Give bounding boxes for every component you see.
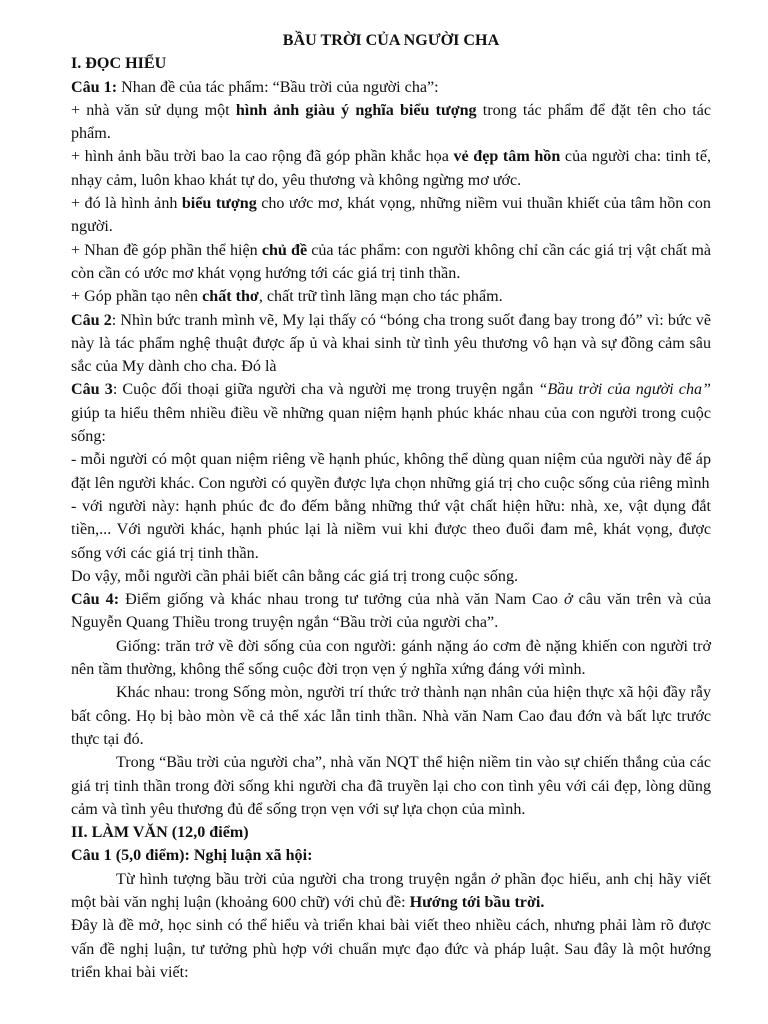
question-3-label: Câu 3 — [71, 381, 113, 399]
question-1-point-1: + nhà văn sử dụng một hình ảnh giàu ý nghĩa biểu tượng trong tác phẩm để đặt tên cho tác phẩm. — [71, 101, 711, 143]
question-3-point-2: - với người này: hạnh phúc đc đo đếm bằng những thứ vật chất hiện hữu: nhà, xe, vật dụng đắt tiền,... Với người khác, hạnh phúc lại là niềm vui khi được theo đuổi đam mê, khát vọng, được sống với các giá trị tinh thần. — [71, 497, 711, 562]
document-title: BẦU TRỜI CỦA NGƯỜI CHA — [282, 32, 500, 49]
question-4: Câu 4: Điểm giống và khác nhau trong tư tưởng của nhà văn Nam Cao ở câu văn trên và của Nguyễn Quang Thiều trong truyện ngắn “Bầu trời của người cha”. — [71, 591, 711, 632]
question-2-label: Câu 2 — [71, 311, 112, 329]
writing-question-1-prompt: Từ hình tượng bầu trời của người cha trong truyện ngắn ở phần đọc hiểu, anh chị hãy viết một bài văn nghị luận (khoảng 600 chữ) với chủ đề: Hướng tới bầu trời. — [71, 870, 712, 911]
question-2: Câu 2: Nhìn bức tranh mình vẽ, My lại thấy có “bóng cha trong suốt đang bay trong đó” vì: bức vẽ này là tác phẩm nghệ thuật được ấp ủ và khai sinh từ tình yêu thương vô hạn và sự đồng cảm sâu sắc của My dành cho cha. Đó là — [71, 311, 712, 376]
question-4-difference: Khác nhau: trong Sống mòn, người trí thức trở thành nạn nhân của hiện thực xã hội đầy rẫy bất công. Họ bị bào mòn về cả thể xác lẫn tinh thần. Nhà văn Nam Cao đau đớn và bất lực trước thực tại đó. — [71, 684, 711, 748]
question-3-conclusion: Do vậy, mỗi người cần phải biết cân bằng các giá trị trong cuộc sống. — [71, 567, 519, 585]
question-1-point-3: + đó là hình ảnh biểu tượng cho ước mơ, khát vọng, những niềm vui thuần khiết của tâm hồn con người. — [71, 195, 711, 236]
question-1-intro: Câu 1: Nhan đề của tác phẩm: “Bầu trời của người cha”: — [71, 78, 439, 96]
writing-question-1-heading: Câu 1 (5,0 điểm): Nghị luận xã hội: — [71, 847, 313, 865]
question-4-label: Câu 4: — [71, 591, 120, 609]
section-heading-lam-van: II. LÀM VĂN (12,0 điểm) — [71, 824, 249, 842]
writing-guide: Đây là đề mở, học sinh có thể hiểu và triển khai bài viết theo nhiều cách, nhưng phải làm rõ được vấn đề nghị luận, tư tưởng phù hợp với chuẩn mực đạo đức và pháp luật. Sau đây là một hướng triển khai bài viết: — [71, 917, 711, 981]
question-1-point-5: + Góp phần tạo nên chất thơ, chất trữ tình lãng mạn cho tác phẩm. — [71, 288, 503, 306]
writing-topic: Hướng tới bầu trời. — [409, 893, 545, 911]
question-3-point-1: - mỗi người có một quan niệm riêng về hạnh phúc, không thể dùng quan niệm của người này để áp đặt lên người khác. Con người có quyền được lựa chọn những giá trị cho cuộc sống của riêng mình — [71, 451, 711, 492]
question-1-label: Câu 1: — [71, 78, 118, 96]
section-heading-doc-hieu: I. ĐỌC HIỂU — [71, 55, 167, 73]
question-3: Câu 3: Cuộc đối thoại giữa người cha và người mẹ trong truyện ngắn “Bầu trời của người cha” giúp ta hiểu thêm nhiều điều về những quan niệm hạnh phúc khác nhau của con người trong cuộc sống: — [71, 381, 711, 446]
question-1-point-2: + hình ảnh bầu trời bao la cao rộng đã góp phần khắc họa vẻ đẹp tâm hồn của người cha: tinh tế, nhạy cảm, luôn khao khát tự do, yêu thương và không ngừng mơ ước. — [71, 148, 711, 189]
question-1-point-4: + Nhan đề góp phần thể hiện chủ đề của tác phẩm: con người không chỉ cần các giá trị vật chất mà còn cần có ước mơ khát vọng hướng tới các giá trị tinh thần. — [71, 241, 712, 282]
question-4-similarity: Giống: trăn trở về đời sống của con người: gánh nặng áo cơm đè nặng khiến con người trở nên tầm thường, không thể sống cuộc đời trọn vẹn ý nghĩa xứng đáng với mình. — [71, 637, 711, 679]
question-4-nqt: Trong “Bầu trời của người cha”, nhà văn NQT thể hiện niềm tin vào sự chiến thắng của các giá trị tinh thần trong đời sống khi người cha đã truyền lại cho con tình yêu với cái đẹp, lòng dũng cảm và tình yêu thương đủ để sống trọn vẹn với sự lựa chọn của mình. — [71, 754, 711, 818]
